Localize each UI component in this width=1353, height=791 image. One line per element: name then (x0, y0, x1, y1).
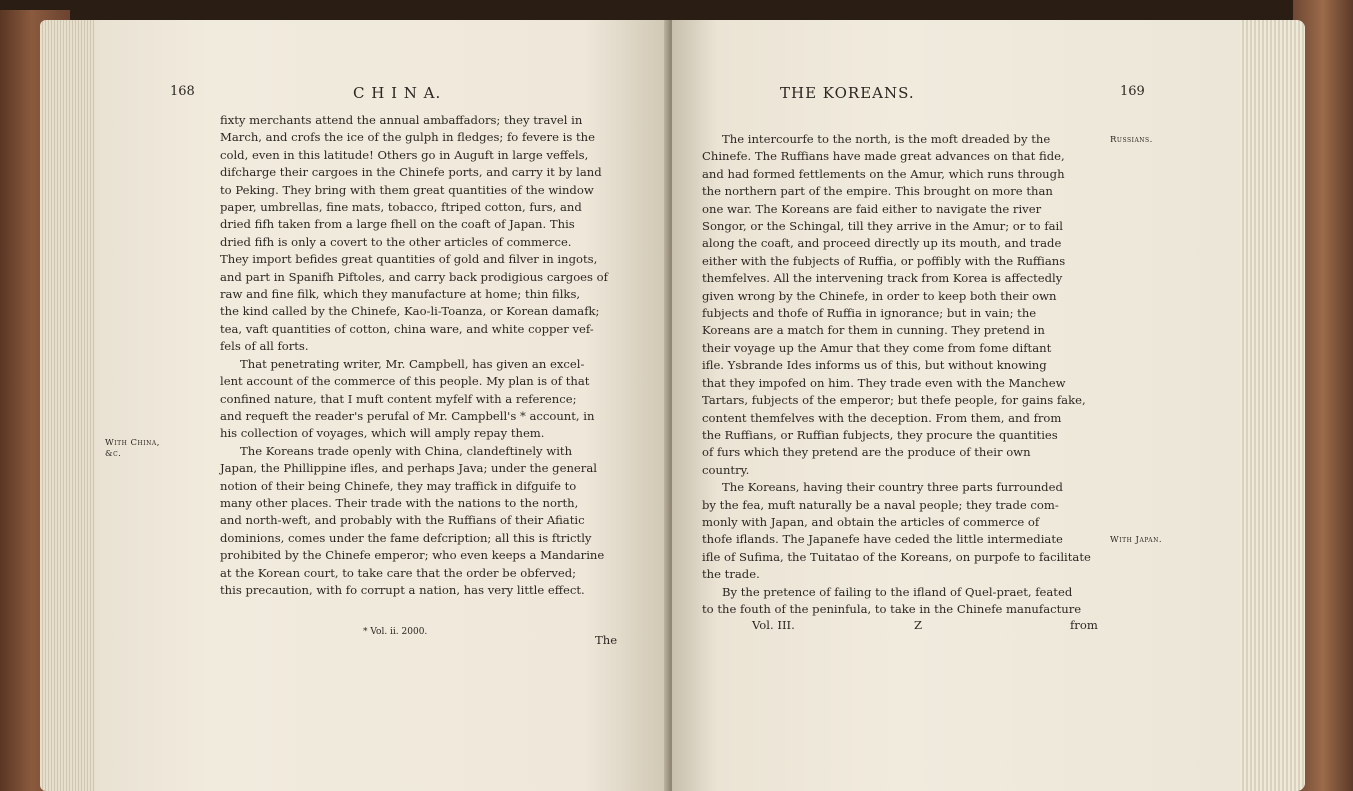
text-line: March, and crofs the ice of the gulph in fledges; fo fevere is the (220, 130, 595, 145)
text-line: content themfelves with the deception. From them, and from (702, 410, 1062, 425)
text-line: the kind called by the Chinefe, Kao-li-Toanza, or Korean damafk; (220, 304, 600, 319)
text-line: tea, vaft quantities of cotton, china ware, and white copper vef- (220, 321, 594, 336)
text-line: paper, umbrellas, fine mats, tobacco, ftriped cotton, furs, and (220, 200, 582, 215)
text-line: many other places. Their trade with the nations to the north, (220, 495, 579, 510)
text-line: cold, even in this latitude! Others go in Auguft in large veffels, (220, 147, 589, 162)
text-line: thofe iflands. The Japanefe have ceded the little intermediate (702, 532, 1063, 547)
text-line: Chinefe. The Ruffians have made great advances on that fide, (702, 149, 1065, 164)
text-line: Tartars, fubjects of the emperor; but thefe people, for gains fake, (702, 393, 1086, 408)
text-line: Songor, or the Schingal, till they arrive in the Amur; or to fail (702, 219, 1063, 234)
text-line: of furs which they pretend are the produce of their own (702, 445, 1031, 460)
text-line: by the fea, muft naturally be a naval people; they trade com- (702, 497, 1059, 512)
body-text (220, 112, 608, 599)
text-line: The Koreans, having their country three parts furrounded (722, 480, 1063, 495)
text-line: that they impofed on him. They trade even with the Manchew (702, 375, 1066, 390)
page-edges-right (1230, 20, 1305, 791)
text-line: and north-weft, and probably with the Ruffians of their Afiatic (220, 513, 585, 528)
text-line: fixty merchants attend the annual ambaffadors; they travel in (220, 113, 583, 127)
text-line: The Koreans trade openly with China, clandeftinely with (240, 443, 573, 458)
running-head: THE KOREANS. (780, 84, 915, 102)
text-line: at the Korean court, to take care that the order be obferved; (220, 565, 577, 580)
text-line: to the fouth of the peninfula, to take in the Chinefe manufacture (702, 601, 1082, 616)
volume-signature: Vol. III. (752, 618, 795, 632)
text-line: difcharge their cargoes in the Chinefe ports, and carry it by land (220, 165, 602, 180)
right-page (672, 20, 1240, 791)
text-line: fubjects and thofe of Ruffia in ignorance; but in vain; the (702, 306, 1037, 321)
page-number: 169 (1120, 84, 1145, 99)
text-line: one war. The Koreans are faid either to navigate the river (702, 201, 1042, 216)
text-line: By the pretence of failing to the ifland of Quel-praet, feated (722, 584, 1073, 599)
left-page (95, 20, 670, 791)
text-line: prohibited by the Chinefe emperor; who even keeps a Mandarine (220, 548, 605, 563)
text-line: confined nature, that I muft content myfelf with a reference; (220, 391, 577, 406)
text-line: along the coaft, and proceed directly up its mouth, and trade (702, 236, 1062, 251)
margin-note: Russians. (1110, 135, 1153, 145)
text-line: country. (702, 462, 750, 477)
margin-note: With China, &c. (105, 438, 160, 459)
text-line: dominions, comes under the fame defcription; all this is ftrictly (220, 530, 592, 545)
text-line: Japan, the Phillippine ifles, and perhaps Java; under the general (220, 461, 597, 476)
text-line: fels of all forts. (220, 339, 309, 354)
text-line: notion of their being Chinefe, they may traffick in difguife to (220, 478, 577, 493)
text-line: The intercourfe to the north, is the moft dreaded by the (722, 132, 1051, 146)
text-line: their voyage up the Amur that they come from fome diftant (702, 340, 1052, 355)
text-line: monly with Japan, and obtain the articles of commerce of (702, 514, 1040, 529)
text-line: dried fifh taken from a large fhell on the coaft of Japan. This (220, 217, 575, 232)
margin-note: With Japan. (1110, 535, 1163, 545)
text-line: ifle. Ysbrande Ides informs us of this, but without knowing (702, 358, 1047, 373)
catchword: The (595, 633, 618, 647)
text-line: dried fifh is only a covert to the other articles of commerce. (220, 234, 572, 249)
page-number: 168 (170, 84, 195, 99)
text-line: the northern part of the empire. This brought on more than (702, 184, 1053, 199)
text-line: the trade. (702, 567, 760, 582)
text-line: this precaution, with fo corrupt a nation, has very little effect. (220, 582, 585, 597)
text-line: his collection of voyages, which will amply repay them. (220, 426, 545, 441)
text-line: That penetrating writer, Mr. Campbell, has given an excel- (240, 356, 585, 371)
text-line: ifle of Sufima, the Tuitatao of the Koreans, on purpofe to facilitate (702, 549, 1091, 564)
footnote: * Vol. ii. 2000. (363, 627, 428, 637)
signature-mark: Z (914, 618, 923, 632)
text-line: themfelves. All the intervening track from Korea is affectedly (702, 271, 1063, 286)
text-line: raw and fine filk, which they manufacture at home; thin filks, (220, 287, 581, 302)
text-line: and part in Spanifh Piftoles, and carry back prodigious cargoes of (220, 269, 608, 284)
text-line: and had formed fettlements on the Amur, which runs through (702, 166, 1065, 181)
text-line: the Ruffians, or Ruffian fubjects, they procure the quantities (702, 427, 1058, 442)
text-line: to Peking. They bring with them great quantities of the window (220, 182, 594, 197)
text-line: lent account of the commerce of this people. My plan is of that (220, 374, 590, 389)
text-line: either with the fubjects of Ruffia, or poffibly with the Ruffians (702, 253, 1066, 268)
text-line: They import befides great quantities of gold and filver in ingots, (220, 252, 598, 267)
running-head: C H I N A. (353, 84, 442, 102)
catchword: from (1070, 618, 1098, 632)
body-text (702, 131, 1091, 618)
text-line: and requeft the reader's perufal of Mr. Campbell's * account, in (220, 408, 595, 423)
text-line: Koreans are a match for them in cunning. They pretend in (702, 323, 1045, 338)
page-edges-left (40, 20, 100, 791)
text-line: given wrong by the Chinefe, in order to keep both their own (702, 288, 1057, 303)
